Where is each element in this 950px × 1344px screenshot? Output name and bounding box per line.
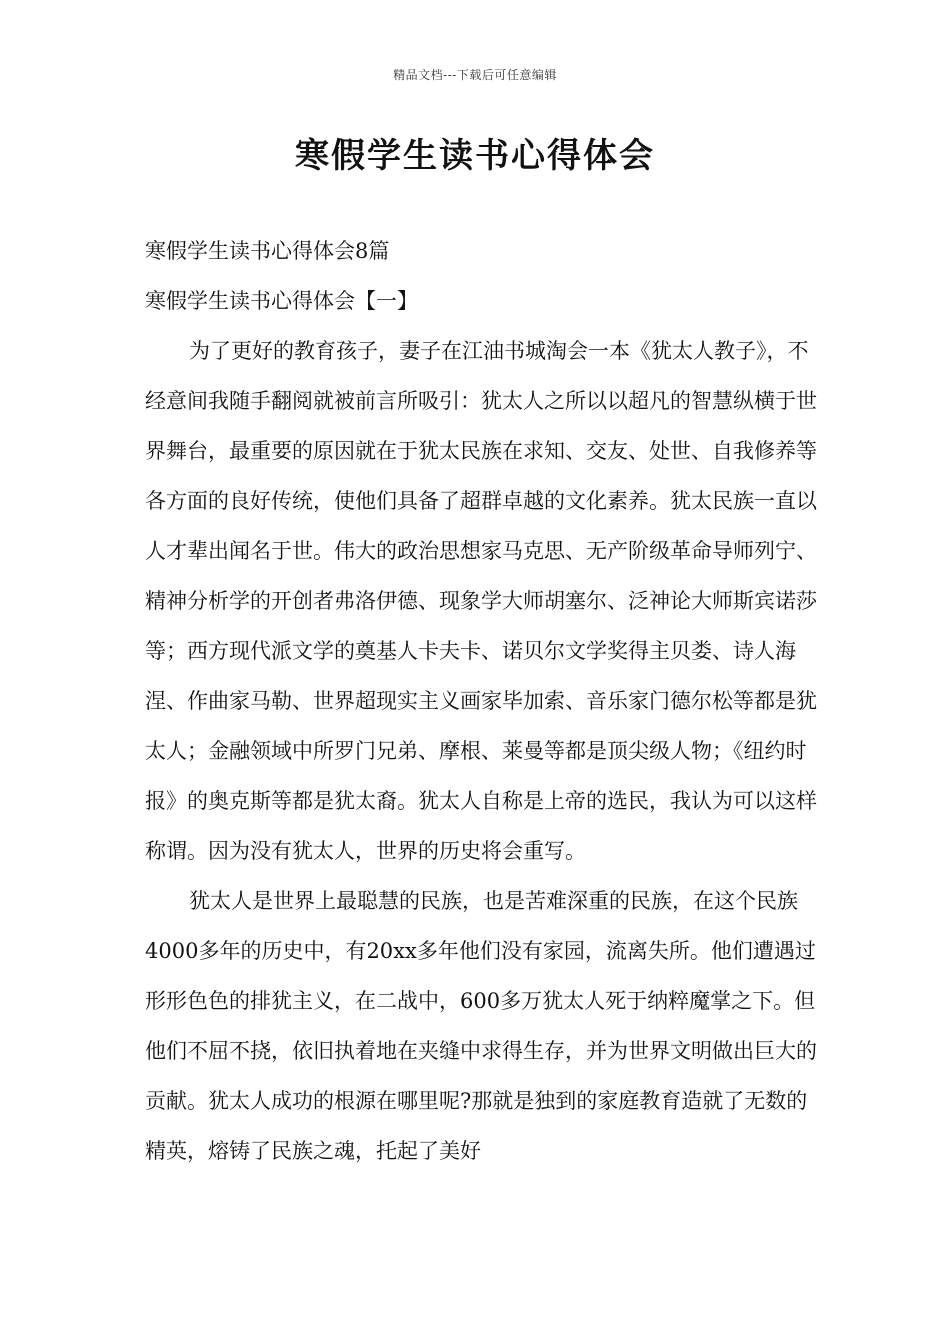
document-body <box>145 226 820 1176</box>
section-heading: 寒假学生读书心得体会【一】 <box>145 289 418 313</box>
paragraph-2: 犹太人是世界上最聪慧的民族，也是苦难深重的民族，在这个民族4000多年的历史中，有20xx多年他们没有家园，流离失所。他们遭遇过形形色色的排犹主义，在二战中，600多万犹太人死于纳粹魔掌之下。但他们不屈不挠，依旧执着地在夹缝中求得生存，并为世界文明做出巨大的贡献。犹太人成功的根源在哪里呢?那就是独到的家庭教育造就了无数的精英，熔铸了民族之魂，托起了美好 <box>145 889 817 1163</box>
paragraph-1: 为了更好的教育孩子，妻子在江油书城淘会一本《犹太人教子》，不经意间我随手翻阅就被前言所吸引：犹太人之所以以超凡的智慧纵横于世界舞台，最重要的原因就在于犹太民族在求知、交友、处世、自我修养等各方面的良好传统，使他们具备了超群卓越的文化素养。犹太民族一直以人才辈出闻名于世。伟大的政治思想家马克思、无产阶级革命导师列宁、精神分析学的开创者弗洛伊德、现象学大师胡塞尔、泛神论大师斯宾诺莎等；西方现代派文学的奠基人卡夫卡、诺贝尔文学奖得主贝娄、诗人海涅、作曲家马勒、世界超现实主义画家毕加索、音乐家门德尔松等都是犹太人；金融领域中所罗门兄弟、摩根、莱曼等都是顶尖级人物；《纽约时报》的奥克斯等都是犹太裔。犹太人自称是上帝的选民，我认为可以这样称谓。因为没有犹太人，世界的历史将会重写。 <box>145 339 817 863</box>
header-note: 精品文档---下载后可任意编辑 <box>393 68 557 82</box>
document-subtitle: 寒假学生读书心得体会8篇 <box>145 239 390 263</box>
document-title: 寒假学生读书心得体会 <box>295 136 655 176</box>
